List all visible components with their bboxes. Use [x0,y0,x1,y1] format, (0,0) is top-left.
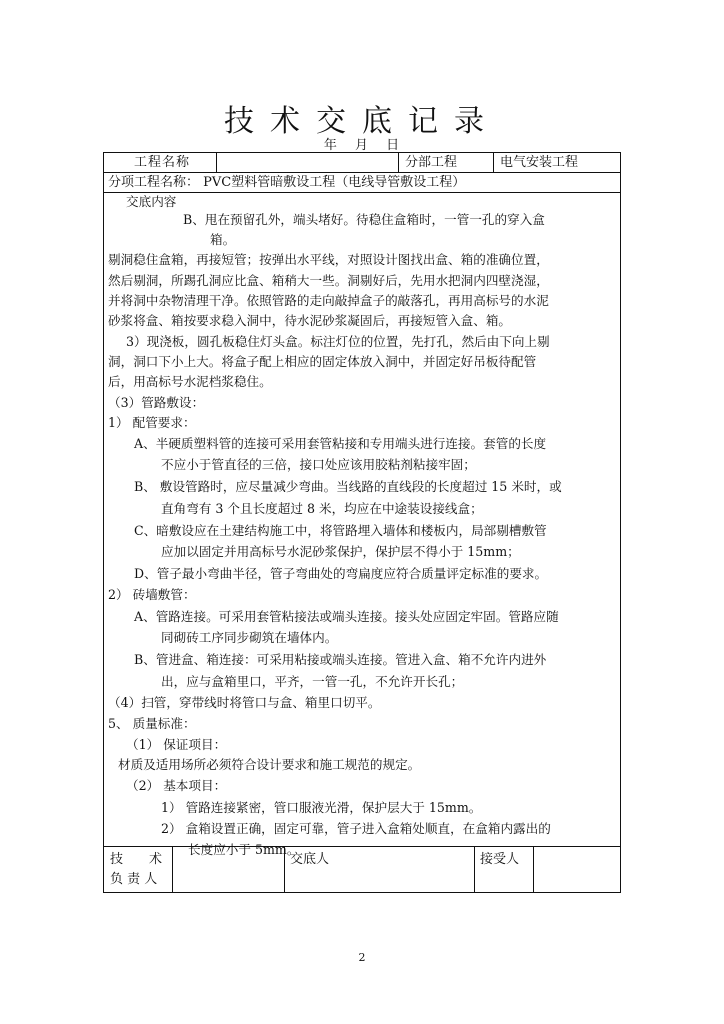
page-number: 2 [358,951,366,964]
date-year: 年 [323,138,338,153]
content-line: 洞，洞口下小上大。将盒子配上相应的固定体放入洞中，并固定好吊板待配管 [108,354,537,369]
tech-lead-label-2: 负 责 人 [110,872,158,887]
content-line: 同砌砖工序同步砌筑在墙体内。 [161,630,338,645]
content-line: A、半硬质塑料管的连接可采用套管粘接和专用端头进行连接。套管的长度 [134,436,547,451]
content-line: （4）扫管，穿带线时将管口与盒、箱里口切平。 [108,695,381,710]
content-line: B、甩在预留孔外，端头堵好。待稳住盒箱时，一管一孔的穿入盒 [183,212,545,227]
content-line: （1） 保证项目： [126,737,227,752]
content-line: 剔洞稳住盒箱，再接短管；按弹出水平线，对照设计图找出盒、箱的准确位置， [108,252,549,267]
content-line: B、 敷设管路时，应尽量减少弯曲。当线路的直线段的长度超过 15 米时，或 [134,479,562,494]
project-name-label: 工程名称 [134,155,191,170]
content-line: D、管子最小弯曲半径，管子弯曲处的弯扁度应符合质量评定标准的要求。 [134,566,548,581]
document-title: 技术交底记录 [224,104,500,139]
content-line: 不应小于管直径的三倍，接口处应该用胶粘剂粘接牢固； [161,457,476,472]
content-line: C、暗敷设应在土建结构施工中，将管路埋入墙体和楼板内，局部剔槽敷管 [134,523,547,538]
content-line: 1） 管路连接紧密，管口服液光滑，保护层大于 15mm。 [161,800,482,815]
content-line: （3）管路敷设： [108,395,205,410]
content-line: 应加以固定并用高标号水泥砂浆保护，保护层不得小于 15mm； [161,544,520,559]
col-divider [172,846,173,893]
content-line: 箱。 [210,232,236,247]
content-line: 直角弯有 3 个且长度超过 8 米，均应在中途装设接线盒； [161,501,483,516]
content-line: A、管路连接。可采用套管粘接法或端头连接。接头处应固定牢固。管路应随 [134,609,559,624]
date-month: 月 [354,138,369,153]
date-line [0,134,724,153]
tech-lead-label-1: 技 术 [110,852,163,867]
sub-project-value: 电气安装工程 [500,155,579,170]
handover-label: 交底人 [290,852,330,867]
content-line: 3）现浇板，圆孔板稳住灯头盒。标注灯位的位置，先打孔，然后由下向上剔 [126,334,550,349]
date-day: 日 [386,138,401,153]
col-divider [533,846,534,893]
content-line: 出，应与盒箱里口，平齐，一管一孔，不允许开长孔； [161,674,464,689]
col-divider [474,846,475,893]
col-divider [398,153,399,172]
receiver-label: 接受人 [480,852,520,867]
content-label: 交底内容 [126,194,177,209]
col-divider [493,153,494,172]
content-line: 1） 配管要求： [108,415,196,430]
content-line: 并将洞中杂物清理干净。依照管路的走向敲掉盒子的敲落孔，再用高标号的水泥 [108,293,549,308]
content-line: 5、 质量标准： [108,716,196,731]
content-line: 2） 砖墙敷管： [108,587,196,602]
content-area [104,192,620,857]
content-line: 后，用高标号水泥档浆稳住。 [108,374,272,389]
row-divider [104,846,620,847]
content-line: （2） 基本项目： [126,778,227,793]
item-name-line: 分项工程名称： PVC塑料管暗敷设工程（电线导管敷设工程） [108,175,466,190]
sub-project-label: 分部工程 [405,155,458,170]
content-line: B、管进盒、箱连接：可采用粘接或端头连接。管进入盒、箱不允许内进外 [134,652,547,667]
content-line: 然后剔洞，所踢孔洞应比盒、箱稍大一些。洞剔好后，先用水把洞内四壁浇湿， [108,273,549,288]
content-line: 长度应小于 5mm。 [188,842,300,857]
content-line: 材质及适用场所必须符合设计要求和施工规范的规定。 [118,757,421,772]
col-divider [216,153,217,172]
record-table [103,152,621,893]
content-line: 砂浆将盒、箱按要求稳入洞中，待水泥砂浆凝固后，再接短管入盒、箱。 [108,313,511,328]
content-line: 2） 盒箱设置正确，固定可靠，管子进入盒箱处顺直，在盒箱内露出的 [161,821,551,836]
